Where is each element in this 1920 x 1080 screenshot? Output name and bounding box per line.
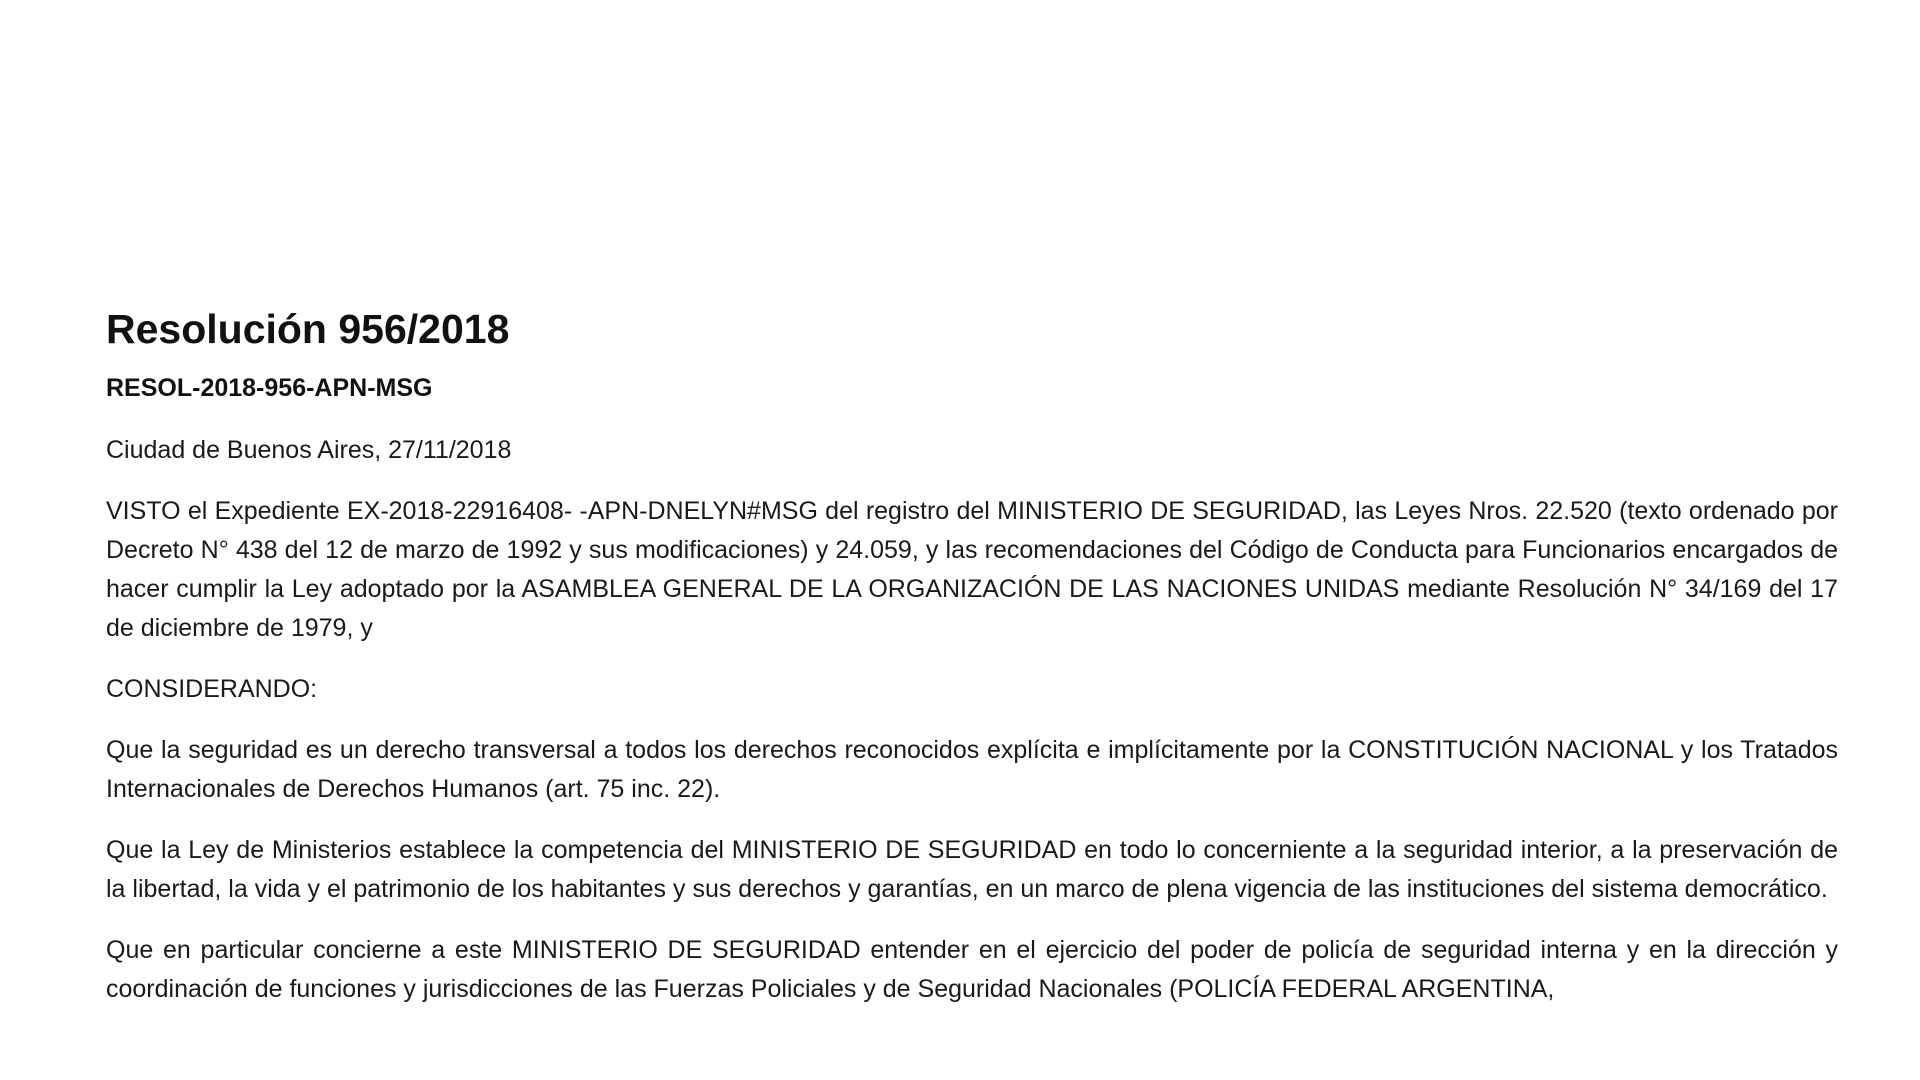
place-date: Ciudad de Buenos Aires, 27/11/2018	[106, 435, 512, 464]
document-code: RESOL-2018-956-APN-MSG	[106, 374, 433, 403]
paragraph-considerando: CONSIDERANDO:	[106, 674, 318, 703]
paragraph-visto: VISTO el Expediente EX-2018-22916408- -APN-DNELYN#MSG del registro del MINISTERIO DE SEGURIDAD, las Leyes Nros. 22.520 (texto ordenado por Decreto N° 438 del 12 de marzo de 1992 y sus modificaciones) y 24.059, y las recomendaciones del Código de Conducta para Funcionarios encargados de hacer cumplir la Ley adoptado por la ASAMBLEA GENERAL DE LA ORGANIZACIÓN DE LAS NACIONES UNIDAS mediante Resolución N° 34/169 del 17 de diciembre de 1979, y	[106, 496, 1838, 642]
paragraph: Que en particular concierne a este MINISTERIO DE SEGURIDAD entender en el ejercicio del poder de policía de seguridad interna y en la dirección y coordinación de funciones y jurisdicciones de las Fuerzas Policiales y de Seguridad Nacionales (POLICÍA FEDERAL ARGENTINA,	[106, 935, 1838, 1003]
document-title: Resolución 956/2018	[106, 306, 510, 352]
document-body	[106, 305, 1838, 1031]
paragraph: Que la Ley de Ministerios establece la competencia del MINISTERIO DE SEGURIDAD en todo lo concerniente a la seguridad interior, a la preservación de la libertad, la vida y el patrimonio de los habitantes y sus derechos y garantías, en un marco de plena vigencia de las instituciones del sistema democrático.	[106, 835, 1838, 903]
paragraph: Que la seguridad es un derecho transversal a todos los derechos reconocidos explícita e implícitamente por la CONSTITUCIÓN NACIONAL y los Tratados Internacionales de Derechos Humanos (art. 75 inc. 22).	[106, 735, 1838, 803]
